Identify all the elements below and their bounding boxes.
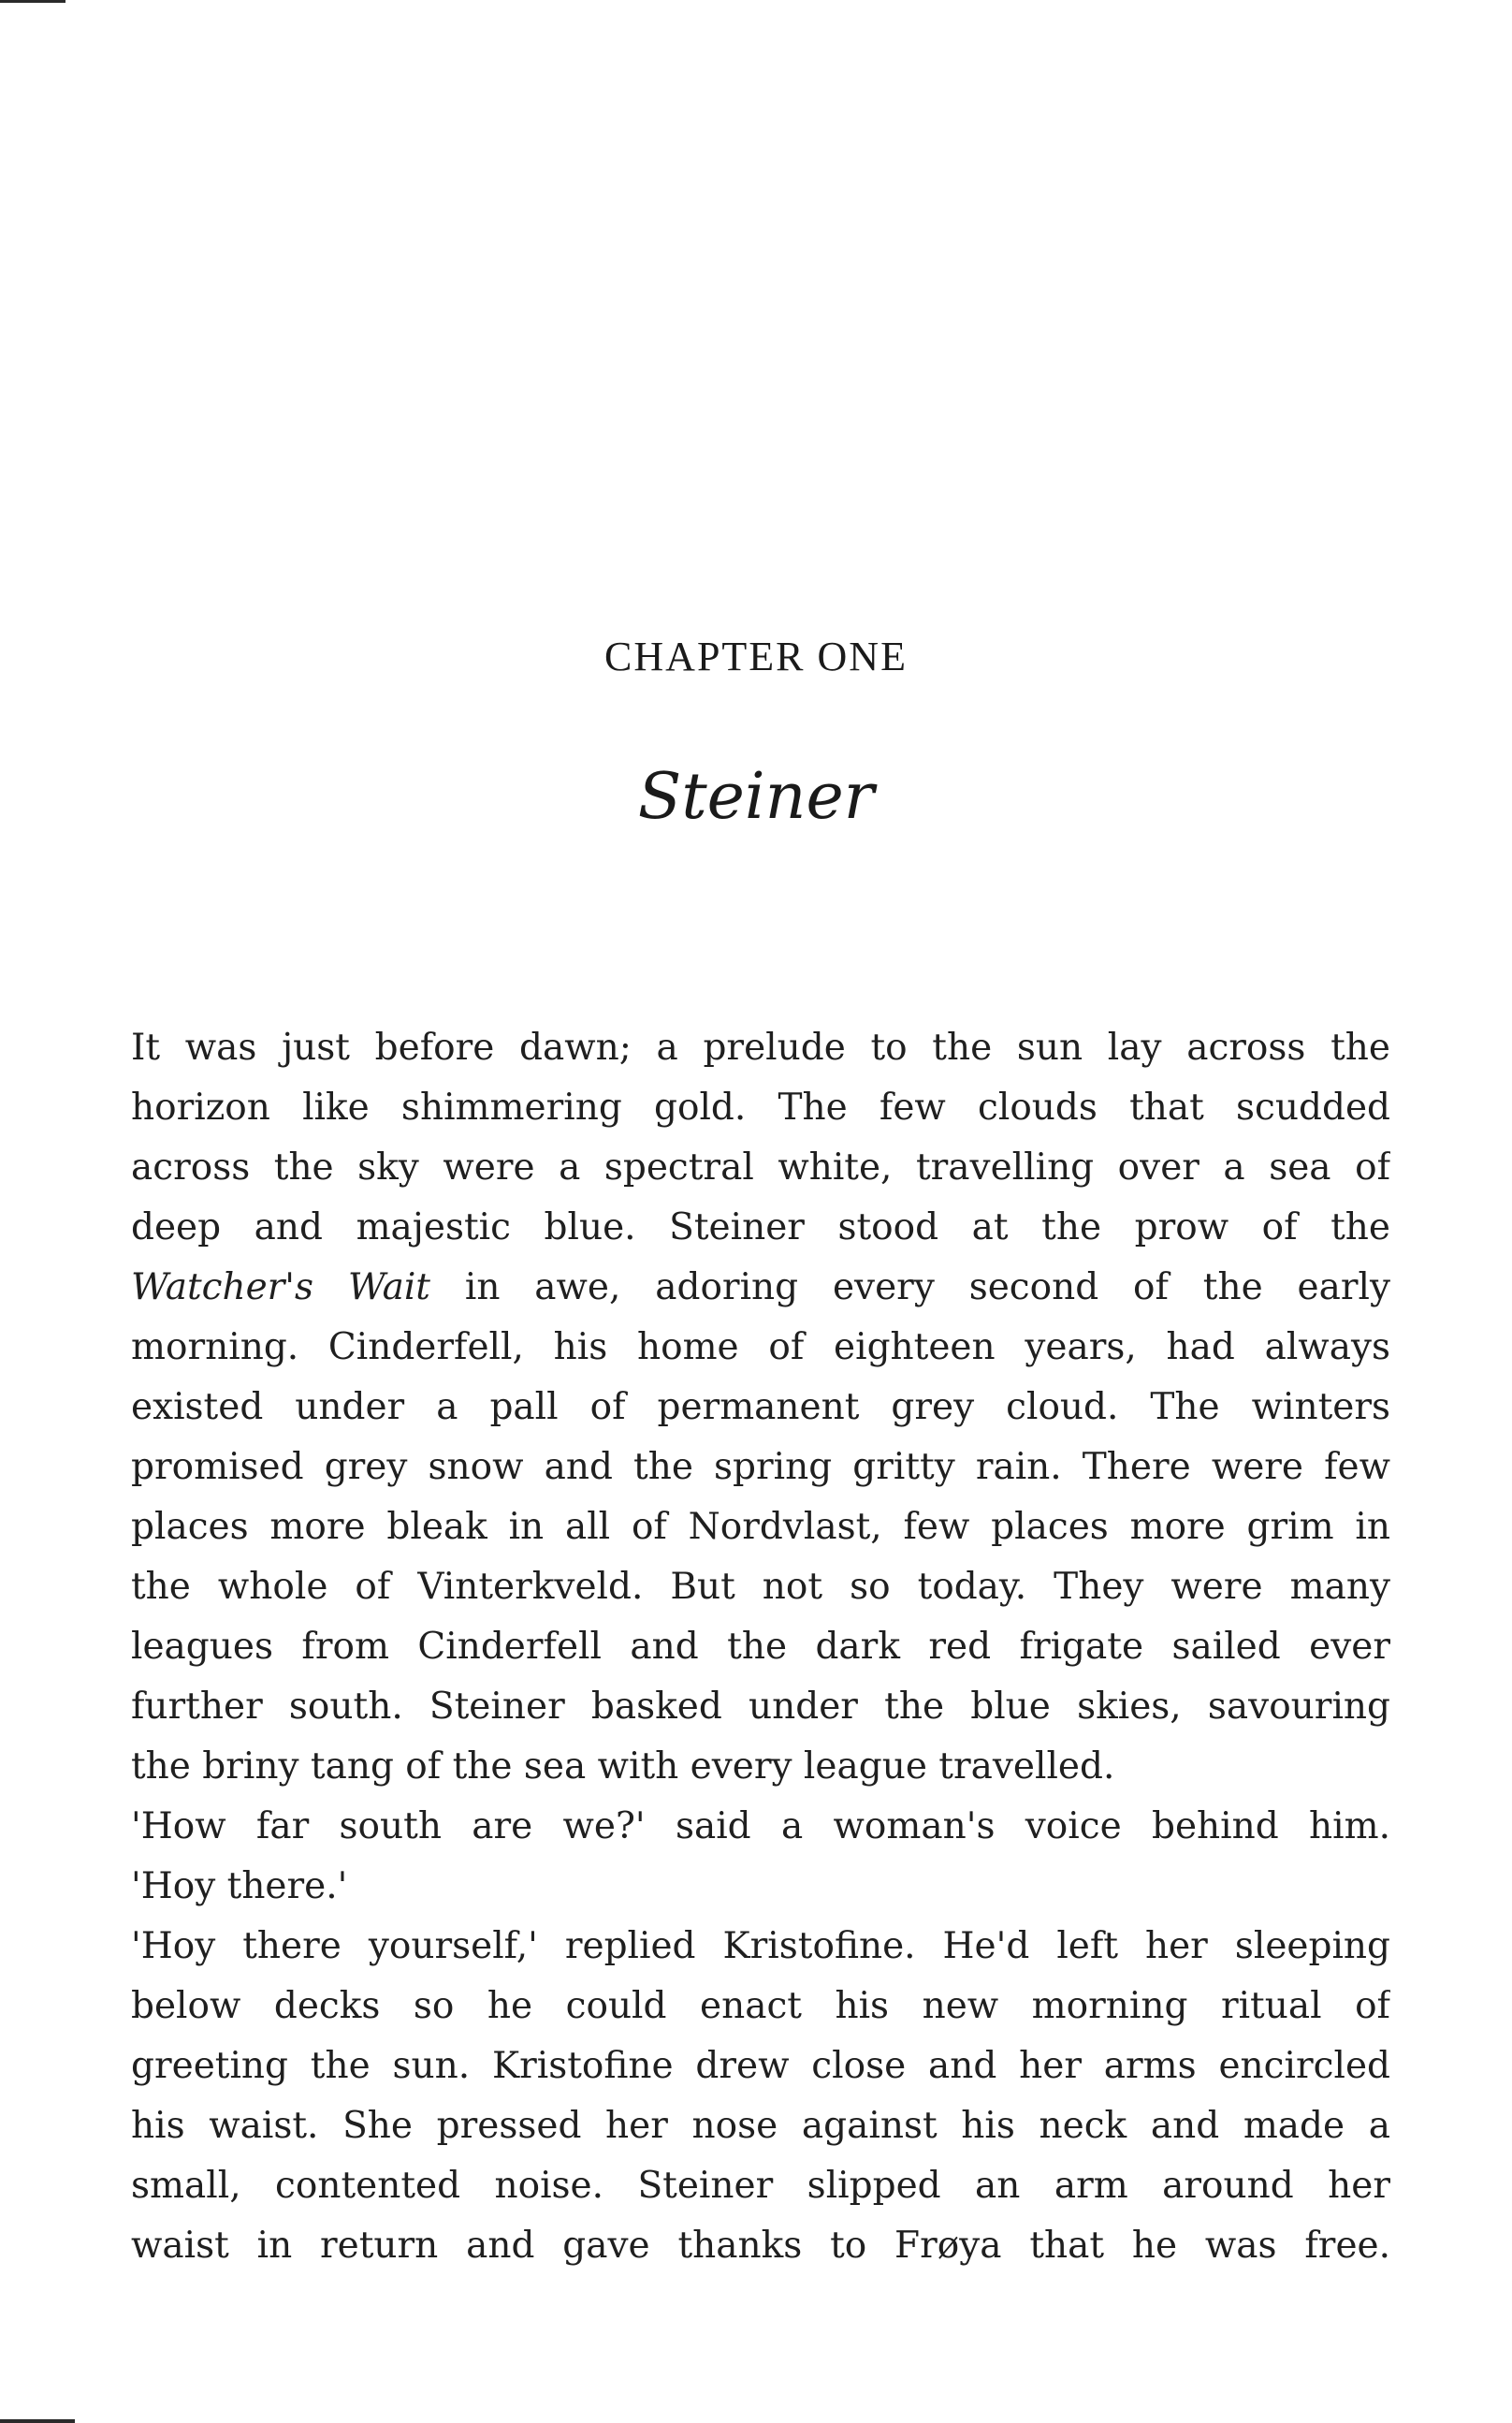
dialogue-line: 'How far south are we?' said a woman's voice behind him.: [131, 1805, 1390, 1847]
text-line: existed under a pall of permanent grey cloud. The winters: [131, 1386, 1390, 1428]
text-line: morning. Cinderfell, his home of eighteen years, had always: [131, 1326, 1390, 1368]
text-line: further south. Steiner basked under the blue skies, savouring: [131, 1686, 1390, 1728]
text-line: the briny tang of the sea with every league travelled.: [131, 1745, 1115, 1788]
dialogue-line: 'Hoy there yourself,' replied Kristofine. He'd left her sleeping: [131, 1925, 1390, 1967]
scan-edge-mark: [0, 0, 65, 3]
text-line: promised grey snow and the spring gritty rain. There were few: [131, 1446, 1390, 1488]
text-fragment: in awe, adoring every second of the early: [464, 1266, 1390, 1308]
text-line: waist in return and gave thanks to Frøya that he was free.: [131, 2225, 1390, 2267]
text-line: below decks so he could enact his new morning ritual of: [131, 1985, 1390, 2027]
text-line: horizon like shimmering gold. The few clouds that scudded: [131, 1087, 1390, 1129]
text-line: small, contented noise. Steiner slipped an arm around her: [131, 2165, 1390, 2207]
text-line-with-ship-name: [131, 1258, 1390, 1318]
text-line: his waist. She pressed her nose against his neck and made a: [131, 2105, 1390, 2147]
dialogue-line: 'Hoy there.': [131, 1865, 348, 1907]
ship-name: Watcher's Wait: [131, 1266, 430, 1308]
scan-edge-mark: [0, 2419, 75, 2423]
text-line: It was just before dawn; a prelude to the sun lay across the: [131, 1027, 1390, 1069]
text-line: across the sky were a spectral white, travelling over a sea of: [131, 1146, 1390, 1189]
chapter-title: Steiner: [637, 760, 875, 834]
chapter-body-text: [131, 1018, 1390, 2276]
text-line: places more bleak in all of Nordvlast, few places more grim in: [131, 1506, 1390, 1548]
chapter-number: CHAPTER ONE: [604, 634, 908, 679]
text-line: greeting the sun. Kristofine drew close and her arms encircled: [131, 2045, 1390, 2087]
text-line: the whole of Vinterkveld. But not so today. They were many: [131, 1566, 1390, 1608]
text-line: leagues from Cinderfell and the dark red frigate sailed ever: [131, 1626, 1390, 1668]
text-line: deep and majestic blue. Steiner stood at the prow of the: [131, 1206, 1390, 1248]
